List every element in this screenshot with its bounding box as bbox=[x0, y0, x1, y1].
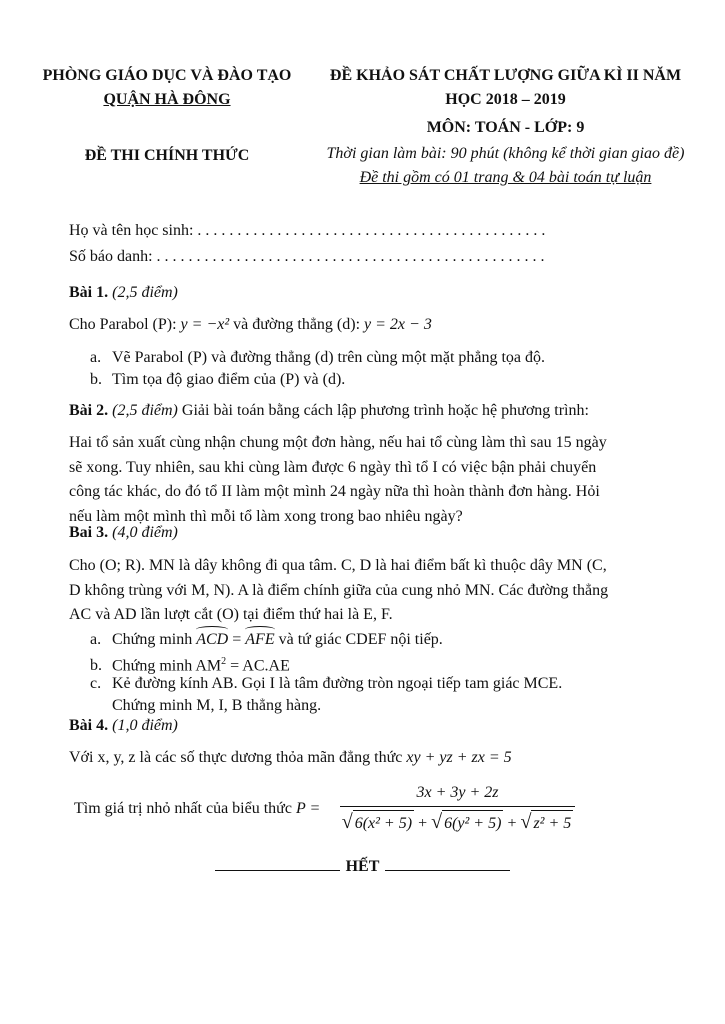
student-name-line: Họ và tên học sinh: . . . . . . . . . . . . . . . . . . . . . . . . . . . . . . . . . . . . . . . . . . . . bbox=[69, 222, 546, 239]
bai4-ask-text: Tìm giá trị nhỏ nhất của biểu thức bbox=[74, 800, 296, 817]
item-marker: a. bbox=[90, 349, 102, 366]
item-text: và tứ giác CDEF nội tiếp. bbox=[274, 631, 443, 648]
end-rule-left bbox=[215, 860, 340, 871]
sqrt-icon: √ bbox=[341, 811, 353, 833]
department-name: PHÒNG GIÁO DỤC VÀ ĐÀO TẠO bbox=[42, 67, 292, 84]
bai3-item-c-line2: Chứng minh M, I, B thẳng hàng. bbox=[112, 697, 322, 714]
exam-title: ĐỀ KHẢO SÁT CHẤT LƯỢNG GIỮA KÌ II NĂM bbox=[329, 67, 682, 84]
end-marker bbox=[0, 858, 725, 876]
bai4-title: Bài 4. bbox=[69, 717, 109, 734]
sqrt-icon: √ bbox=[431, 811, 443, 833]
bai4-intro-text: Với x, y, z là các số thực dương thỏa mãn đẳng thức bbox=[69, 749, 407, 766]
superscript: 2 bbox=[221, 656, 227, 667]
bai1-title: Bài 1. bbox=[69, 284, 109, 301]
item-marker: b. bbox=[90, 657, 102, 675]
item-text: Kẻ đường kính AB. Gọi I là tâm đường tròn ngoại tiếp tam giác MCE. bbox=[112, 675, 563, 692]
item-text: = AC.AE bbox=[226, 657, 290, 675]
student-id-line: Số báo danh: . . . . . . . . . . . . . . . . . . . . . . . . . . . . . . . . . . . . . . . . . . . . . . . . . bbox=[69, 248, 545, 265]
bai2-body bbox=[69, 431, 659, 529]
bai2-line: nếu làm một mình thì mỗi tổ làm xong trong bao nhiêu ngày? bbox=[69, 507, 463, 525]
page-count-note: Đề thi gồm có 01 trang & 04 bài toán tự luận bbox=[359, 169, 652, 186]
bai2-title: Bài 2. bbox=[69, 402, 109, 419]
parabol-formula: y = −x² bbox=[180, 316, 230, 333]
item-text: Vẽ Parabol (P) và đường thẳng (d) trên cùng một mặt phẳng tọa độ. bbox=[112, 349, 546, 366]
bai3-line: Cho (O; R). MN là dây không đi qua tâm. C, D là hai điểm bất kì thuộc dây MN (C, bbox=[69, 557, 607, 574]
item-marker: b. bbox=[90, 371, 102, 388]
bai1-heading bbox=[69, 281, 669, 305]
bai3-heading bbox=[69, 521, 669, 545]
subject-grade: MÔN: TOÁN - LỚP: 9 bbox=[426, 119, 585, 136]
bai3-title: Bai 3. bbox=[69, 524, 109, 541]
sqrt-icon: √ bbox=[520, 811, 532, 833]
bai3-line: D không trùng với M, N). A là điểm chính giữa của cung nhỏ MN. Các đường thẳng bbox=[69, 581, 609, 599]
bai2-line: công tác khác, do đó tổ II làm một mình 24 ngày nữa thì hoàn thành đơn hàng. Hỏi bbox=[69, 483, 600, 500]
item-marker: c. bbox=[90, 675, 102, 692]
bai3-points: (4,0 điểm) bbox=[112, 524, 178, 541]
sqrt-term-3: z² + 5 bbox=[531, 810, 573, 837]
bai1-intro bbox=[69, 313, 669, 337]
fraction-bar bbox=[340, 806, 575, 807]
bai1-intro-text-b: và đường thẳng (d): bbox=[229, 316, 365, 333]
fraction-numerator: 3x + 3y + 2z bbox=[416, 784, 499, 801]
bai4-condition: xy + yz + zx = 5 bbox=[406, 749, 512, 766]
item-text: Chứng minh AM bbox=[112, 657, 222, 675]
bai1-item-b bbox=[90, 369, 650, 391]
end-text: HẾT bbox=[345, 858, 380, 875]
bai2-heading bbox=[69, 399, 669, 423]
bai4-intro bbox=[69, 746, 669, 770]
fraction-denominator: √ 6(x² + 5) + √ 6(y² + 5) + √ z² + 5 bbox=[340, 809, 575, 835]
item-text: Tìm tọa độ giao điểm của (P) và (d). bbox=[112, 371, 346, 388]
bai1-intro-text-a: Cho Parabol (P): bbox=[69, 316, 181, 333]
item-marker: a. bbox=[90, 631, 102, 648]
equals-sign: = bbox=[228, 631, 246, 648]
bai3-body bbox=[69, 554, 659, 628]
bai3-item-a bbox=[90, 629, 650, 651]
bai2-line: Hai tổ sản xuất cùng nhận chung một đơn hàng, nếu hai tổ cùng làm thì sau 15 ngày bbox=[69, 434, 607, 451]
bai4-ask bbox=[74, 797, 344, 821]
sqrt-term-2: 6(y² + 5) bbox=[442, 810, 503, 837]
district-name: QUẬN HÀ ĐÔNG bbox=[103, 91, 231, 108]
bai1-item-a bbox=[90, 347, 650, 369]
time-allowed: Thời gian làm bài: 90 phút (không kể thời gian giao đề) bbox=[326, 145, 685, 162]
bai3-line: AC và AD lần lượt cắt (O) tại điểm thứ hai là E, F. bbox=[69, 606, 393, 623]
line-formula: y = 2x − 3 bbox=[364, 316, 432, 333]
bai1-points: (2,5 điểm) bbox=[112, 284, 178, 301]
bai3-item-c bbox=[90, 673, 650, 695]
end-rule-right bbox=[385, 860, 510, 871]
arc-afe: AFE bbox=[245, 629, 274, 651]
official-label: ĐỀ THI CHÍNH THỨC bbox=[84, 147, 250, 164]
bai4-heading bbox=[69, 714, 669, 738]
sqrt-term-1: 6(x² + 5) bbox=[353, 810, 414, 837]
school-year: HỌC 2018 – 2019 bbox=[445, 91, 566, 108]
arc-acd: ACD bbox=[196, 629, 228, 651]
bai2-line: sẽ xong. Tuy nhiên, sau khi cùng làm được 6 ngày thì tổ I có việc bận phải chuyển bbox=[69, 458, 597, 476]
bai2-instruction: Giải bài toán bằng cách lập phương trình hoặc hệ phương trình: bbox=[177, 402, 589, 419]
p-label: P = bbox=[295, 800, 321, 817]
bai4-points: (1,0 điểm) bbox=[112, 717, 178, 734]
item-text: Chứng minh bbox=[112, 631, 197, 648]
fraction bbox=[340, 782, 575, 835]
bai2-points: (2,5 điểm) bbox=[112, 402, 178, 419]
